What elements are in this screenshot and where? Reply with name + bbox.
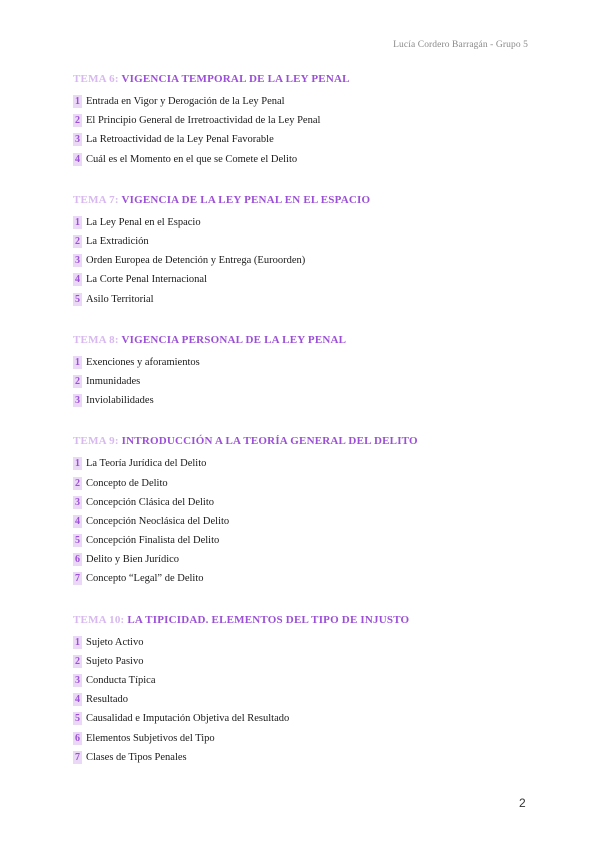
tema-title: VIGENCIA TEMPORAL DE LA LEY PENAL (121, 73, 350, 85)
item-number: 1 (75, 356, 80, 368)
item-text: Exenciones y aforamientos (86, 356, 200, 368)
tema-label: TEMA 8: (73, 333, 119, 346)
list-item (73, 473, 533, 492)
item-number: 4 (75, 694, 80, 706)
tema-heading (73, 333, 533, 348)
item-number: 4 (75, 153, 80, 165)
item-number: 5 (75, 713, 80, 725)
item-number: 5 (75, 535, 80, 547)
tema-title: VIGENCIA PERSONAL DE LA LEY PENAL (121, 333, 347, 346)
item-text: La Extradición (86, 236, 149, 248)
list-item (73, 550, 533, 569)
list-item (73, 652, 533, 671)
list-item (73, 92, 533, 111)
item-text: Concepto de Delito (86, 477, 168, 489)
item-text: Delito y Bien Jurídico (86, 554, 180, 566)
list-item (73, 671, 533, 690)
list-item (73, 454, 533, 473)
item-number: 2 (75, 477, 80, 489)
item-text: El Principio General de Irretroactividad de la Ley Penal (86, 115, 321, 127)
item-number: 2 (75, 115, 80, 127)
item-text: Resultado (86, 694, 128, 706)
list-item (73, 690, 533, 709)
list-item (73, 729, 533, 748)
item-number: 3 (75, 496, 80, 508)
list-item (73, 748, 533, 767)
item-text: Inmunidades (86, 375, 141, 387)
item-text: Cuál es el Momento en el que se Comete el Delito (86, 153, 298, 165)
list-item (73, 232, 533, 251)
item-number: 3 (75, 134, 80, 146)
item-text: Entrada en Vigor y Derogación de la Ley Penal (86, 96, 285, 108)
item-text: Sujeto Pasivo (86, 655, 144, 667)
table-of-contents (73, 72, 533, 791)
item-text: Conducta Típica (86, 675, 156, 687)
tema-heading (73, 613, 533, 628)
tema-title: INTRODUCCIÓN A LA TEORÍA GENERAL DEL DELITO (121, 435, 418, 448)
item-text: Concepción Finalista del Delito (86, 535, 220, 547)
tema-heading (73, 193, 533, 208)
list-item (73, 353, 533, 372)
list-item (73, 569, 533, 588)
list-item (73, 251, 533, 270)
list-item (73, 130, 533, 149)
list-item (73, 633, 533, 652)
list-item (73, 531, 533, 550)
tema-section (73, 72, 533, 169)
tema-title: LA TIPICIDAD. ELEMENTOS DEL TIPO DE INJUSTO (127, 613, 410, 626)
tema-section (73, 613, 533, 767)
list-item (73, 512, 533, 531)
list-item (73, 213, 533, 232)
item-text: Elementos Subjetivos del Tipo (86, 732, 215, 744)
list-item (73, 709, 533, 728)
item-number: 2 (75, 655, 80, 667)
item-number: 4 (75, 515, 80, 527)
tema-section (73, 193, 533, 309)
page-number: 2 (519, 796, 526, 810)
tema-label: TEMA 10: (73, 613, 125, 626)
item-number: 6 (75, 554, 80, 566)
page-header: Lucía Cordero Barragán - Grupo 5 (393, 40, 528, 50)
item-number: 3 (75, 395, 80, 407)
item-number: 1 (75, 96, 80, 108)
item-text: Asilo Territorial (86, 293, 154, 305)
item-number: 1 (75, 216, 80, 228)
item-text: Concepción Clásica del Delito (86, 496, 215, 508)
item-number: 7 (75, 573, 80, 585)
list-item (73, 372, 533, 391)
item-number: 7 (75, 751, 80, 763)
item-text: La Ley Penal en el Espacio (86, 216, 201, 228)
tema-label: TEMA 6: (73, 73, 119, 85)
list-item (73, 150, 533, 169)
item-text: Concepción Neoclásica del Delito (86, 515, 230, 527)
item-number: 2 (75, 375, 80, 387)
tema-title: VIGENCIA DE LA LEY PENAL EN EL ESPACIO (121, 193, 371, 206)
tema-section (73, 434, 533, 588)
tema-label: TEMA 7: (73, 193, 119, 206)
list-item (73, 290, 533, 309)
list-item (73, 111, 533, 130)
item-text: La Corte Penal Internacional (86, 274, 207, 286)
tema-heading (73, 434, 533, 449)
item-number: 2 (75, 236, 80, 248)
item-number: 3 (75, 255, 80, 267)
list-item (73, 391, 533, 410)
item-text: La Teoría Jurídica del Delito (86, 458, 207, 470)
item-text: Inviolabilidades (86, 395, 154, 407)
item-text: Orden Europea de Detención y Entrega (Euroorden) (86, 255, 306, 267)
item-number: 5 (75, 293, 80, 305)
item-text: Concepto “Legal” de Delito (86, 573, 204, 585)
item-text: Clases de Tipos Penales (86, 751, 187, 763)
item-number: 6 (75, 732, 80, 744)
item-text: La Retroactividad de la Ley Penal Favorable (86, 134, 274, 146)
item-text: Sujeto Activo (86, 636, 144, 648)
tema-heading (73, 72, 533, 87)
list-item (73, 493, 533, 512)
tema-label: TEMA 9: (73, 435, 119, 448)
item-text: Causalidad e Imputación Objetiva del Resultado (86, 713, 290, 725)
item-number: 1 (75, 458, 80, 470)
item-number: 4 (75, 274, 80, 286)
item-number: 3 (75, 675, 80, 687)
item-number: 1 (75, 636, 80, 648)
tema-section (73, 333, 533, 411)
list-item (73, 270, 533, 289)
